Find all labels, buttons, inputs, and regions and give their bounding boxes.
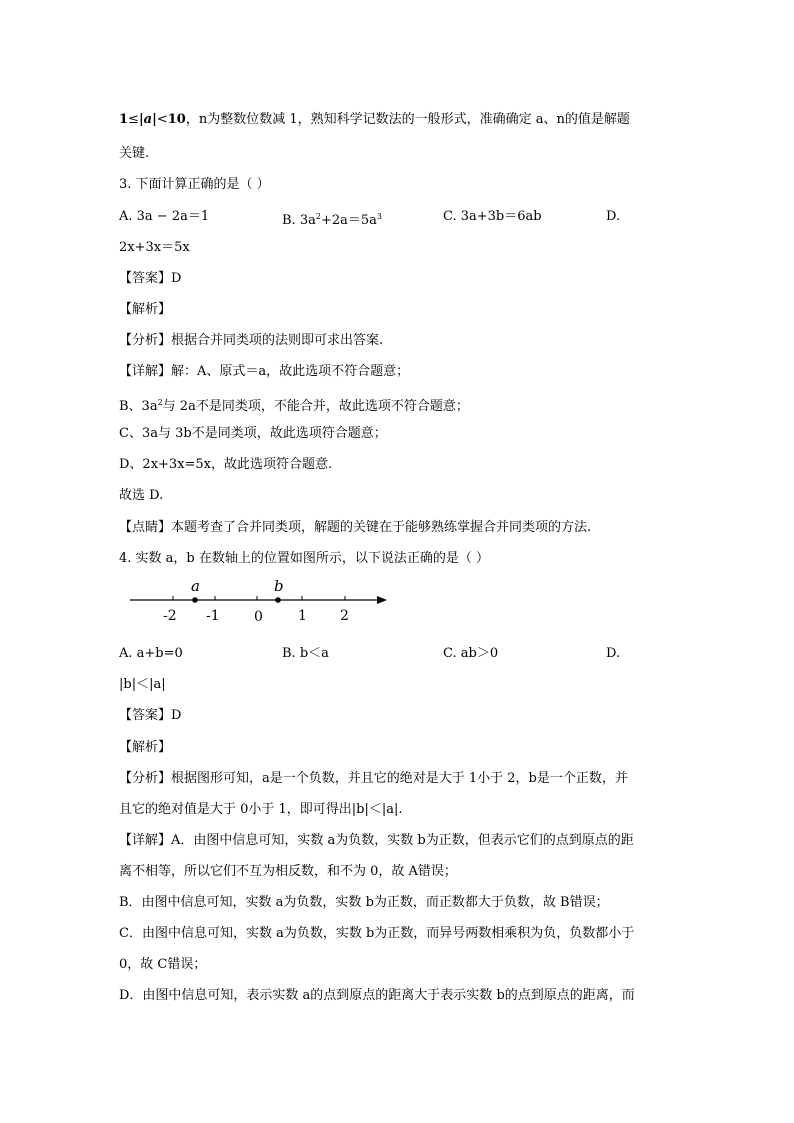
q3-option-b <box>282 209 382 229</box>
q4-analysis-heading: 【解析】 <box>119 740 172 755</box>
q4-stem: 4. 实数 a，b 在数轴上的位置如图所示，以下说法正确的是（ ） <box>119 551 490 566</box>
q4-fenxi-2: 且它的绝对值是大于 0小于 1，即可得出|b|＜|a|. <box>119 802 403 817</box>
tick-label: 1 <box>298 608 307 624</box>
q3-option-b-pre: B. 3a <box>282 213 316 228</box>
ineq-lower: 1 <box>119 112 129 127</box>
number-line-figure <box>125 578 405 628</box>
q4-detail-b: B．由图中信息可知，实数 a为负数，实数 b为正数，而正数都大于负数，故 B错误； <box>119 895 609 910</box>
point-a <box>192 597 198 603</box>
prev-text-1: ，n为整数位数减 1，熟知科学记数法的一般形式，准确确定 a、n的值是解题 <box>185 112 630 127</box>
tick-label: 2 <box>340 608 349 624</box>
tick-label: -2 <box>163 608 177 624</box>
q3-conclusion: 故选 D. <box>119 488 164 503</box>
q4-detail-a1: 【详解】A．由图中信息可知，实数 a为负数，实数 b为正数，但表示它们的点到原点的距 <box>119 833 634 848</box>
q4-detail-d: D．由图中信息可知，表示实数 a的点到原点的距离大于表示实数 b的点到原点的距离，而 <box>119 988 635 1003</box>
ineq-symbol-1: ≤ <box>128 112 139 127</box>
q3-option-a: A. 3a − 2a＝1 <box>119 209 210 224</box>
q3-fenxi: 【分析】根据合并同类项的法则即可求出答案. <box>119 333 384 348</box>
prev-solution-line2: 关键. <box>119 146 150 161</box>
q3-option-b-sup2: 3 <box>376 212 382 221</box>
q3-option-b-mid: +2a＝5a <box>320 213 377 228</box>
q3-stem: 3. 下面计算正确的是（ ） <box>119 177 270 192</box>
q3-detail-4: D、2x+3x=5x，故此选项符合题意. <box>119 457 333 472</box>
q3-detail-2-sup: 2 <box>157 398 163 407</box>
q3-option-d-text: 2x+3x＝5x <box>119 240 190 255</box>
tick-label: 0 <box>254 609 263 625</box>
q3-answer: 【答案】D <box>119 271 182 286</box>
q3-detail-2 <box>119 395 469 415</box>
point-b-label: b <box>274 578 284 595</box>
q3-option-c: C. 3a+3b＝6ab <box>443 209 542 224</box>
point-a-label: a <box>191 578 200 595</box>
q3-detail-2-pre: B、3a <box>119 399 158 414</box>
tick-label: -1 <box>206 608 220 624</box>
point-b <box>275 597 281 603</box>
ineq-upper: 10 <box>167 112 186 127</box>
q4-option-a: A. a+b=0 <box>119 646 183 661</box>
q3-dianjing: 【点睛】本题考查了合并同类项，解题的关键在于能够熟练掌握合并同类项的方法. <box>119 520 592 535</box>
q3-detail-1: 【详解】解：A、原式＝a，故此选项不符合题意； <box>119 364 410 379</box>
q4-detail-c1: C．由图中信息可知，实数 a为负数，实数 b为正数，而异号两数相乘积为负，负数都小于 <box>119 926 635 941</box>
ineq-symbol-2: < <box>156 112 168 127</box>
q4-option-d-text: |b|＜|a| <box>119 677 166 692</box>
q3-option-d-label: D. <box>606 209 621 224</box>
q3-analysis-heading: 【解析】 <box>119 302 172 317</box>
q4-option-c: C. ab＞0 <box>443 646 499 661</box>
q3-option-b-sup1: 2 <box>315 212 321 221</box>
q4-option-d-label: D. <box>606 646 621 661</box>
ineq-abs-a: |a| <box>138 112 157 127</box>
number-line-arrow <box>377 596 387 604</box>
q4-answer: 【答案】D <box>119 708 182 723</box>
prev-solution-line1 <box>119 112 630 128</box>
q3-detail-2-post: 与 2a不是同类项，不能合并，故此选项不符合题意； <box>162 399 469 414</box>
q4-fenxi-1: 【分析】根据图形可知，a是一个负数，并且它的绝对是大于 1小于 2，b是一个正数，并 <box>119 771 628 786</box>
q4-option-b: B. b＜a <box>282 646 329 661</box>
q4-detail-c2: 0，故 C错误； <box>119 957 207 972</box>
q3-detail-3: C、3a与 3b不是同类项，故此选项符合题意； <box>119 426 387 441</box>
q4-detail-a2: 离不相等，所以它们不互为相反数，和不为 0，故 A错误； <box>119 864 457 879</box>
